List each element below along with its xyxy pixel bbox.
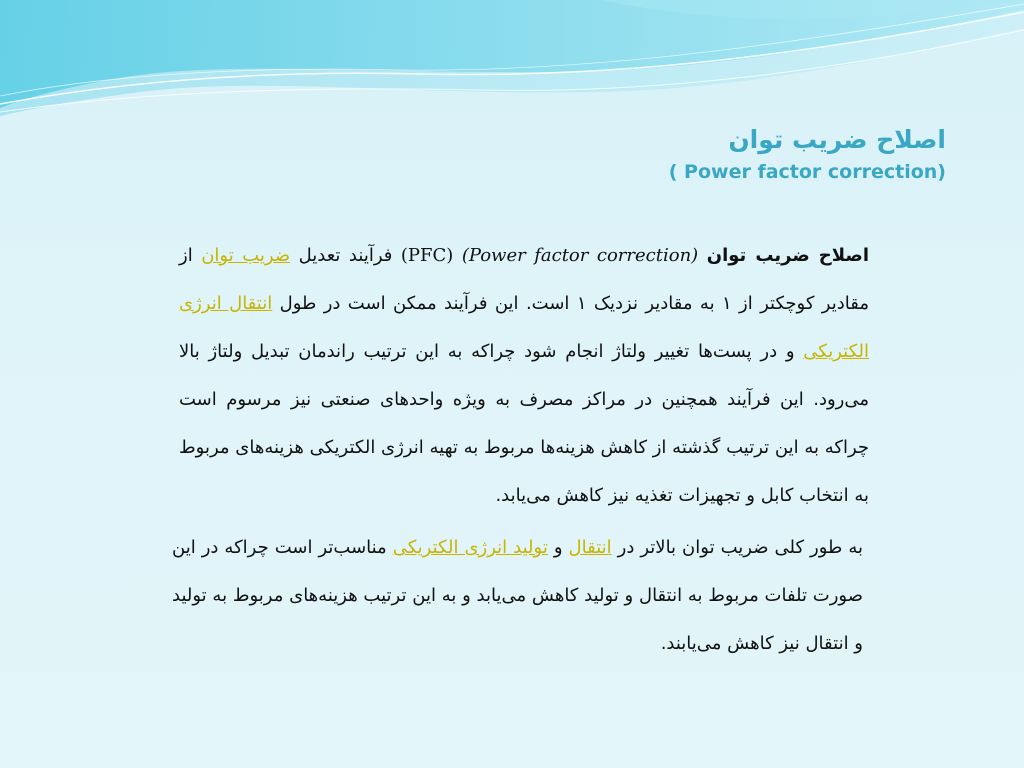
link-electric-power-transmission[interactable]: انتقال انرژی الکتریکی	[179, 293, 869, 362]
paragraph-1	[179, 232, 869, 520]
term-english: (Power factor correction)	[461, 245, 699, 266]
abbreviation: (PFC)	[400, 245, 454, 266]
slide-title: اصلاح ضریب توان	[728, 125, 946, 154]
title-block	[246, 122, 946, 186]
slide-body	[172, 232, 869, 668]
paragraph-2	[172, 524, 863, 668]
paragraph-text: و	[547, 537, 569, 558]
link-electricity-generation[interactable]: تولید انرژی الکتریکی	[392, 537, 548, 558]
paragraph-text: و در پست‌ها تغییر ولتاژ انجام شود چراکه به این ترتیب راندمان تبدیل ولتاژ بالا می‌رود. این فرآیند همچنین در مراکز مصرف به ویژه واحدهای صنعتی نیز مرسوم است چراکه به این ترتیب گذشته از کاهش هزینه‌ها مربوط به تهیه انرژی الکتریکی هزینه‌های مربوط به انتخاب کابل و تجهیزات تغذیه نیز کاهش می‌یابد.	[179, 341, 869, 506]
spacer	[698, 245, 707, 266]
header-wave-decoration	[0, 0, 1024, 130]
paragraph-text: مناسب‌تر است چراکه در این صورت تلفات مربوط به انتقال و تولید کاهش می‌یابد و به این ترتیب هزینه‌های مربوط به تولید و انتقال نیز کاهش می‌یابند.	[172, 537, 863, 654]
term-bold: اصلاح ضریب توان	[706, 245, 869, 266]
link-transmission[interactable]: انتقال	[568, 537, 612, 558]
link-power-factor[interactable]: ضریب توان	[201, 245, 291, 266]
slide-subtitle: ( Power factor correction)	[668, 161, 946, 183]
paragraph-text: فرآیند تعدیل	[290, 245, 401, 266]
spacer	[453, 245, 462, 266]
paragraph-text: به طور کلی ضریب توان بالاتر در	[611, 537, 863, 558]
paragraph-text: از مقادیر کوچکتر از ۱ به مقادیر نزدیک ۱ است. این فرآیند ممکن است در طول	[179, 245, 869, 314]
